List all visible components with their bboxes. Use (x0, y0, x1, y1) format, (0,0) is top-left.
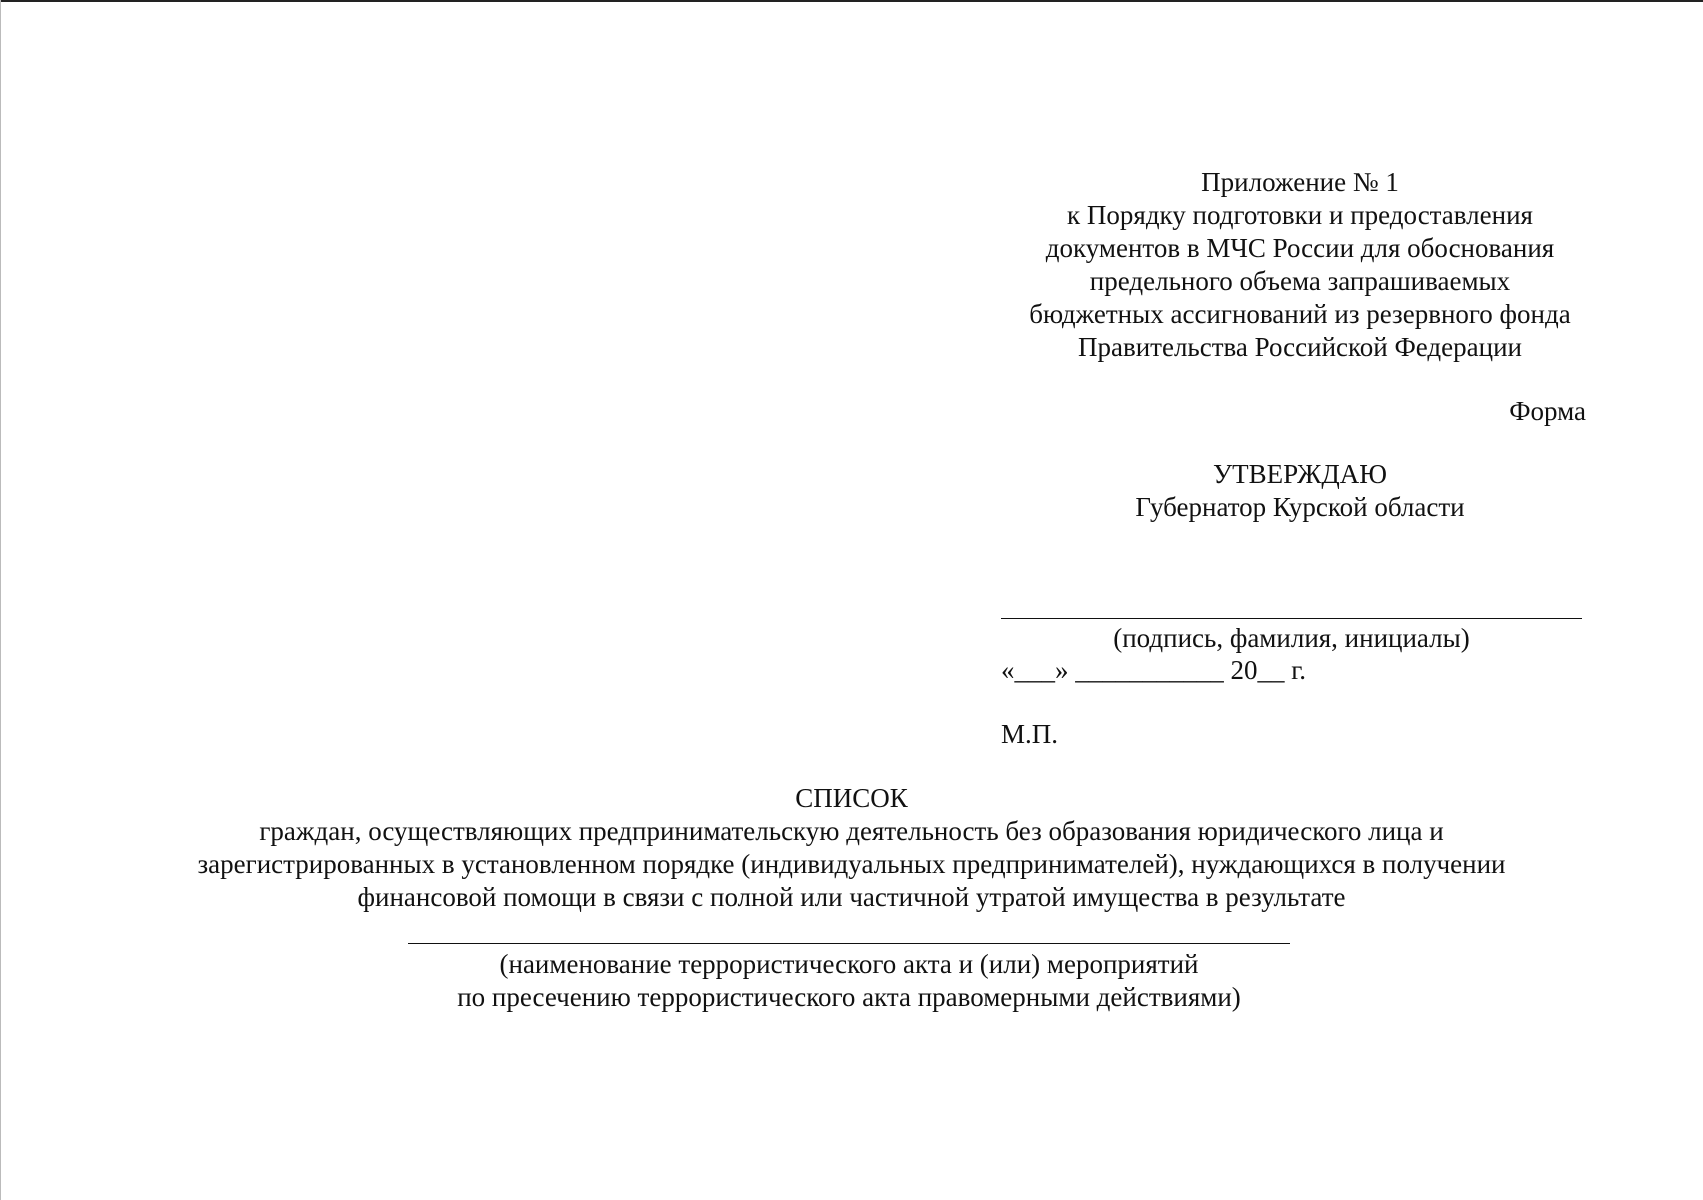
annex-header (1000, 166, 1600, 364)
annex-line: Приложение № 1 (1201, 167, 1399, 197)
annex-line: документов в МЧС России для обоснования (1045, 233, 1555, 263)
list-title-line: финансовой помощи в связи с полной или частичной утратой имущества в результате (357, 882, 1346, 912)
event-name-line (408, 943, 1290, 944)
form-label: Форма (1509, 396, 1586, 426)
event-caption-line: (наименование террористического акта и (или) мероприятий (499, 949, 1199, 979)
annex-line: к Порядку подготовки и предоставления (1067, 200, 1533, 230)
signature-line (1001, 618, 1582, 619)
approval-position: Губернатор Курской области (1135, 492, 1465, 522)
event-caption-line: по пресечению террористического акта правомерными действиями) (457, 982, 1241, 1012)
approval-heading: УТВЕРЖДАЮ (1212, 459, 1388, 489)
scan-left-edge (0, 0, 1, 1200)
list-title: СПИСОК (795, 783, 908, 813)
annex-line: предельного объема запрашиваемых (1089, 266, 1511, 296)
list-title-line: граждан, осуществляющих предпринимательскую деятельность без образования юридического лица и (259, 816, 1444, 846)
annex-line: бюджетных ассигнований из резервного фонда (1029, 299, 1571, 329)
stamp-label: М.П. (1001, 719, 1059, 749)
list-title-line: зарегистрированных в установленном порядке (индивидуальных предпринимателей), нуждающихся в получении (197, 849, 1506, 879)
approval-date-line: «___» ___________ 20__ г. (1001, 655, 1307, 685)
list-title-block (80, 782, 1623, 914)
scan-top-edge (0, 0, 1703, 2)
approval-block (1000, 458, 1600, 524)
event-caption (250, 948, 1448, 1014)
annex-line: Правительства Российской Федерации (1078, 332, 1522, 362)
signature-caption: (подпись, фамилия, инициалы) (1113, 623, 1470, 653)
